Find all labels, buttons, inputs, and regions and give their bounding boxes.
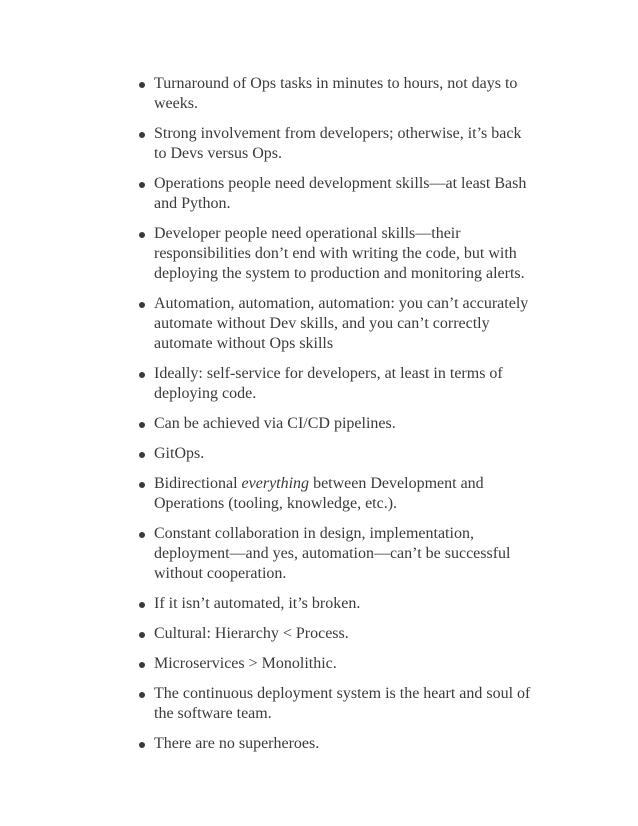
list-item [136, 364, 536, 404]
list-item [136, 294, 536, 354]
list-item [136, 174, 536, 214]
list-item [136, 594, 536, 614]
bullet-icon [139, 742, 145, 748]
list-item [136, 74, 536, 114]
list-item-text: Constant collaboration in design, implementation, deployment—and yes, automation—can’t be successful without cooperation. [154, 525, 511, 582]
bullet-icon [139, 662, 145, 668]
bullet-icon [139, 302, 145, 308]
bullet-list [136, 74, 536, 764]
list-item [136, 684, 536, 724]
list-item-text: Strong involvement from developers; otherwise, it’s back to Devs versus Ops. [154, 125, 522, 162]
list-item-emphasis: everything [241, 475, 310, 492]
list-item-text-after: between Development and Operations (tooling, knowledge, etc.). [154, 475, 484, 512]
list-item-text: Microservices > Monolithic. [154, 655, 337, 672]
bullet-icon [139, 532, 145, 538]
list-item [136, 624, 536, 644]
bullet-icon [139, 422, 145, 428]
bullet-icon [139, 602, 145, 608]
bullet-icon [139, 372, 145, 378]
bullet-icon [139, 132, 145, 138]
bullet-icon [139, 452, 145, 458]
list-item-text: If it isn’t automated, it’s broken. [154, 595, 361, 612]
list-item-text: Operations people need development skills—at least Bash and Python. [154, 175, 527, 212]
list-item-text: Can be achieved via CI/CD pipelines. [154, 415, 396, 432]
list-item [136, 444, 536, 464]
bullet-icon [139, 632, 145, 638]
list-item-text: Developer people need operational skills—their responsibilities don’t end with writing the code, but with deploying the system to production and monitoring alerts. [154, 225, 525, 282]
bullet-icon [139, 692, 145, 698]
list-item-text: Cultural: Hierarchy < Process. [154, 625, 349, 642]
list-item-text: There are no superheroes. [154, 735, 320, 752]
list-item [136, 124, 536, 164]
bullet-icon [139, 482, 145, 488]
list-item [136, 414, 536, 434]
list-item-text: GitOps. [154, 445, 205, 462]
list-item-text: The continuous deployment system is the heart and soul of the software team. [154, 685, 531, 722]
list-item [136, 654, 536, 674]
list-item-text: Turnaround of Ops tasks in minutes to hours, not days to weeks. [154, 75, 518, 112]
list-item [136, 474, 536, 514]
list-item-text: Ideally: self-service for developers, at least in terms of deploying code. [154, 365, 503, 402]
list-item [136, 224, 536, 284]
list-item [136, 524, 536, 584]
list-item-text: Automation, automation, automation: you can’t accurately automate without Dev skills, and you can’t correctly automate without Ops skills [154, 295, 529, 352]
bullet-icon [139, 82, 145, 88]
list-item-text-before: Bidirectional [154, 475, 242, 492]
bullet-icon [139, 232, 145, 238]
list-item [136, 734, 536, 754]
bullet-icon [139, 182, 145, 188]
